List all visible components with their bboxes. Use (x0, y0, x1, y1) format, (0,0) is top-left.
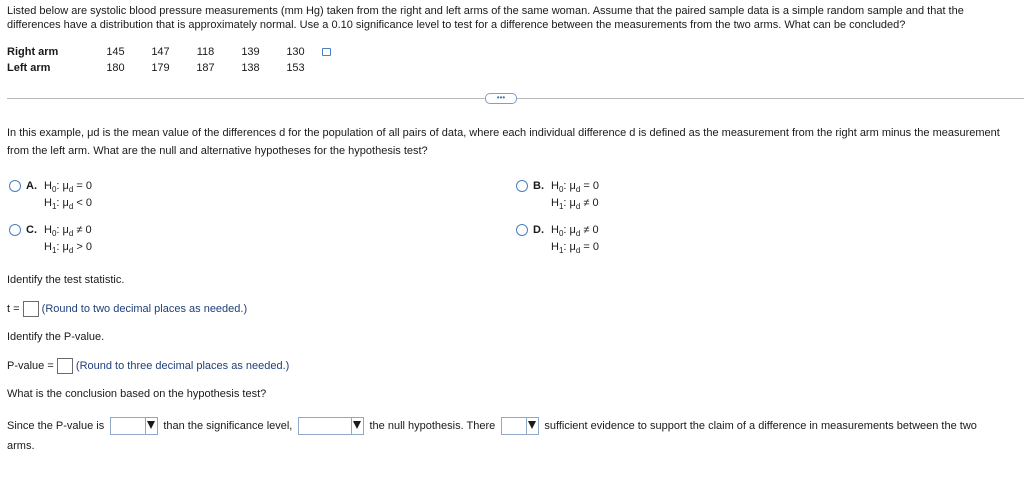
null-hypothesis: $H_0$: $\mu_d \ne 0$ (551, 224, 599, 238)
hypothesis-pair (44, 222, 92, 256)
test-statistic-prompt: Identify the test statistic. (7, 274, 125, 286)
decision-dropdown[interactable] (298, 417, 364, 435)
problem-statement: Listed below are systolic blood pressure measurements (mm Hg) taken from the right and left arms of the same woman. Assume that the paired sample data is a simple random sample and that the differences have a distribution that is approximately normal. Use a 0.10 significance level to test for a difference between the measurements from the two arms. What can be concluded? (7, 5, 964, 31)
conclusion-text-1: Since the P-value is (7, 420, 105, 432)
row-label: Left arm (7, 62, 51, 74)
table-row (7, 60, 331, 76)
conclusion-text-3: the null hypothesis. There (369, 420, 496, 432)
evidence-dropdown[interactable] (501, 417, 539, 435)
option-letter: D. (533, 224, 544, 236)
table-cell: 130 (286, 46, 305, 58)
p-value-input[interactable] (57, 358, 73, 374)
conclusion-text-2: than the significance level, (163, 420, 293, 432)
null-hypothesis: $H_0$: $\mu_d = 0$ (551, 180, 599, 194)
data-table (7, 44, 331, 76)
copy-icon[interactable] (322, 48, 331, 56)
t-answer-input[interactable] (23, 301, 39, 317)
alternative-hypothesis: $H_1$: $\mu_d \ne 0$ (551, 197, 599, 211)
option-a[interactable] (9, 180, 92, 212)
p-value-prompt: Identify the P-value. (7, 331, 105, 343)
alternative-hypothesis: $H_1$: $\mu_d < 0$ (44, 197, 92, 211)
table-row (7, 44, 331, 60)
table-cell: 180 (106, 62, 125, 74)
conclusion-text-5: arms. (7, 440, 35, 452)
conclusion-sentence (7, 416, 1019, 456)
radio-button[interactable] (9, 224, 21, 236)
comparison-dropdown[interactable] (110, 417, 158, 435)
t-rounding-hint: (Round to two decimal places as needed.) (41, 302, 248, 315)
table-cell: 179 (151, 62, 170, 74)
expand-more-button[interactable]: ••• (485, 93, 517, 104)
alternative-hypothesis: $H_1$: $\mu_d = 0$ (551, 241, 599, 255)
hypothesis-pair (551, 222, 599, 256)
test-statistic-row (7, 301, 247, 317)
option-d[interactable] (516, 224, 599, 256)
radio-button[interactable] (516, 224, 528, 236)
option-letter: C. (26, 224, 37, 236)
null-hypothesis: $H_0$: $\mu_d = 0$ (44, 180, 92, 194)
option-letter: B. (533, 180, 544, 192)
option-letter: A. (26, 180, 37, 192)
row-label: Right arm (7, 46, 59, 58)
table-cell: 187 (196, 62, 215, 74)
p-value-row (7, 358, 289, 374)
table-cell: 139 (241, 46, 260, 58)
alternative-hypothesis: $H_1$: $\mu_d > 0$ (44, 241, 92, 255)
chevron-down-icon (353, 421, 361, 429)
radio-button[interactable] (516, 180, 528, 192)
hypothesis-pair (44, 178, 92, 212)
table-cell: 153 (286, 62, 305, 74)
p-value-label: P-value = (7, 359, 54, 372)
chevron-down-icon (147, 421, 155, 429)
radio-button[interactable] (9, 180, 21, 192)
table-cell: 118 (196, 46, 215, 58)
table-cell: 145 (106, 46, 125, 58)
copy-cell[interactable] (318, 44, 331, 60)
chevron-down-icon (528, 421, 536, 429)
option-b[interactable] (516, 180, 599, 212)
conclusion-text-4: sufficient evidence to support the claim of a difference in measurements between the two (544, 420, 977, 432)
option-c[interactable] (9, 224, 92, 256)
table-cell: 147 (151, 46, 170, 58)
p-value-rounding-hint: (Round to three decimal places as needed.) (75, 359, 290, 372)
hypothesis-pair (551, 178, 599, 212)
table-cell: 138 (241, 62, 260, 74)
t-label: t = (7, 302, 20, 315)
null-hypothesis: $H_0$: $\mu_d \ne 0$ (44, 224, 92, 238)
question-text: In this example, μd is the mean value of the differences d for the population of all pairs of data, where each individual difference d is defined as the measurement from the right arm minus the measurement from the left arm. What are the null and alternative hypotheses for the hypothesis test? (7, 127, 1000, 157)
conclusion-prompt: What is the conclusion based on the hypothesis test? (7, 388, 267, 400)
